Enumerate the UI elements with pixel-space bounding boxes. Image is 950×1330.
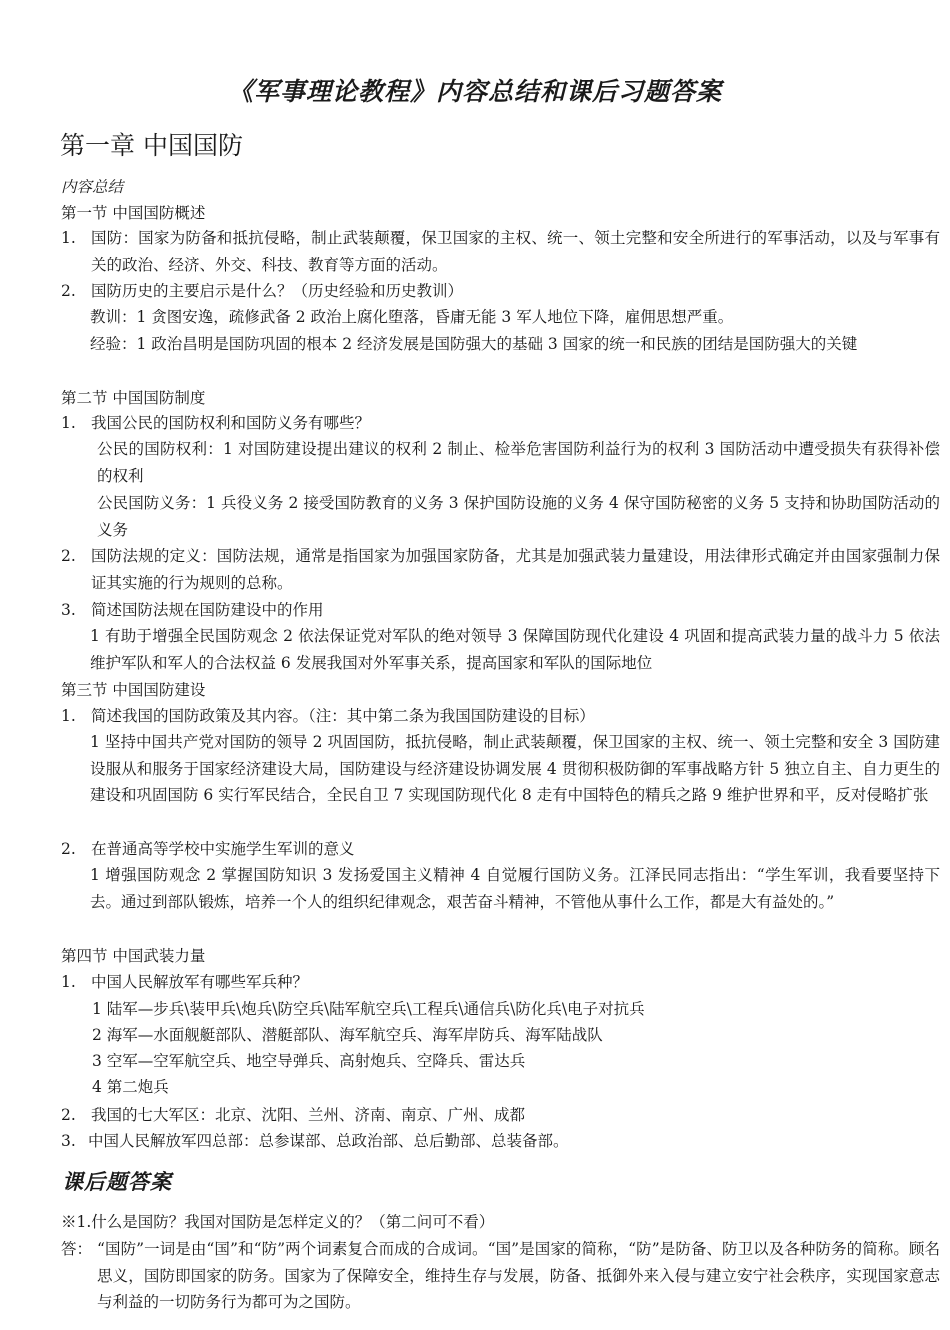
item-number: 1. [61,973,76,991]
regulation-role-text: 1 有助于增强全民国防观念 2 依法保证党对军队的绝对领导 3 保障国防现代化建设 4 巩固和提高武装力量的战斗力 5 依法维护军队和军人的合法权益 6 发展我国对外军事关系，提高国家和军队的国际地位 [90,627,940,672]
section-4-item-3 [61,1128,940,1155]
section-2-heading: 第二节 中国国防制度 [61,389,206,407]
section-1-heading: 第一节 中国国防概述 [61,204,206,222]
branch-second-artillery: 4 第二炮兵 [92,1078,169,1096]
question-1: ※1.什么是国防？我国对国防是怎样定义的？（第二问可不看） [61,1213,495,1231]
answer-1 [61,1236,940,1316]
lesson-text: 教训：1 贪图安逸，疏修武备 2 政治上腐化堕落，昏庸无能 3 军人地位下降，雇佣思想严重。 [90,308,734,326]
summary-heading: 内容总结 [61,178,124,196]
item-text: 简述国防法规在国防建设中的作用 [91,601,324,619]
item-text: 国防历史的主要启示是什么？（历史经验和历史教训） [91,282,464,300]
branch-army: 1 陆军—步兵\装甲兵\炮兵\防空兵\陆军航空兵\工程兵\通信兵\防化兵\电子对抗兵 [92,1000,645,1018]
branch-air-force: 3 空军—空军航空兵、地空导弹兵、高射炮兵、空降兵、雷达兵 [92,1052,526,1070]
experience-text: 经验：1 政治昌明是国防巩固的根本 2 经济发展是国防强大的基础 3 国家的统一和民族的团结是国防强大的关键 [90,335,858,353]
section-4-heading: 第四节 中国武装力量 [61,947,206,965]
item-number: 3. [61,601,76,619]
item-number: 1. [61,229,76,247]
item-number: 2. [61,547,76,565]
item-number: 2. [61,840,76,858]
section-2-item-1 [61,410,940,437]
section-2-item-3 [61,597,940,624]
item-text: 我国的七大军区：北京、沈阳、兰州、济南、南京、广州、成都 [91,1106,526,1124]
item-text: 国防：国家为防备和抵抗侵略，制止武装颠覆，保卫国家的主权、统一、领土完整和安全所进行的军事活动，以及与军事有关的政治、经济、外交、科技、教育等方面的活动。 [91,229,940,274]
item-text: 简述我国的国防政策及其内容。（注：其中第二条为我国国防建设的目标） [91,707,595,725]
item-number: 1. [61,414,76,432]
item-text: 中国人民解放军有哪些军兵种？ [91,973,309,991]
item-text: 我国公民的国防权利和国防义务有哪些？ [91,414,371,432]
document-title: 《军事理论教程》内容总结和课后习题答案 [227,77,722,106]
section-1-item-2 [61,278,940,305]
defense-policy-text: 1 坚持中国共产党对国防的领导 2 巩固国防，抵抗侵略，制止武装颠覆，保卫国家的主权、统一、领土完整和安全 3 国防建设服从和服务于国家经济建设大局，国防建设与经济建设协调发展 4 贯彻积极防御的军事战略方针 5 独立自主、自力更生的建设和巩固国防 6 实行军民结合，全民自卫 7 实现国防现代化 8 走有中国特色的精兵之路 9 维护世界和平，反对侵略扩张 [90,733,940,804]
section-1-item-1 [61,225,940,278]
section-3-item-1 [61,703,940,730]
answer-text: “国防”一词是由“国”和“防”两个词素复合而成的合成词。“国”是国家的简称，“防”是防备、防卫以及各种防务的简称。顾名思义，国防即国家的防务。国家为了保障安全，维持生存与发展，防备、抵御外来入侵与建立安宁社会秩序，实现国家意志与利益的一切防务行为都可为之国防。 [97,1240,940,1311]
item-text: 国防法规的定义：国防法规，通常是指国家为加强国家防备，尤其是加强武装力量建设，用法律形式确定并由国家强制力保证其实施的行为规则的总称。 [91,547,940,592]
section-3-heading: 第三节 中国国防建设 [61,681,206,699]
item-number: 2. [61,282,76,300]
chapter-title: 第一章 中国国防 [60,131,243,160]
section-4-item-1 [61,969,940,996]
military-training-text: 1 增强国防观念 2 掌握国防知识 3 发扬爱国主义精神 4 自觉履行国防义务。江泽民同志指出：“学生军训，我看要坚持下去。通过到部队锻炼，培养一个人的组织纪律观念，艰苦奋斗精神，不管他从事什么工作，都是大有益处的。” [90,866,940,911]
section-3-item-2 [61,836,940,863]
section-2-item-2 [61,543,940,596]
answers-heading: 课后题答案 [62,1169,172,1194]
answer-label: 答： [61,1240,93,1258]
item-text: 在普通高等学校中实施学生军训的意义 [91,840,355,858]
item-text: 中国人民解放军四总部：总参谋部、总政治部、总后勤部、总装备部。 [88,1132,569,1150]
item-number: 1. [61,707,76,725]
rights-text: 公民的国防权利：1 对国防建设提出建议的权利 2 制止、检举危害国防利益行为的权利 3 国防活动中遭受损失有获得补偿的权利 [97,440,940,485]
item-number: 3. [61,1132,76,1150]
item-number: 2. [61,1106,76,1124]
branch-navy: 2 海军—水面舰艇部队、潜艇部队、海军航空兵、海军岸防兵、海军陆战队 [92,1026,603,1044]
duties-text: 公民国防义务：1 兵役义务 2 接受国防教育的义务 3 保护国防设施的义务 4 保守国防秘密的义务 5 支持和协助国防活动的义务 [97,494,940,539]
section-4-item-2 [61,1102,940,1129]
